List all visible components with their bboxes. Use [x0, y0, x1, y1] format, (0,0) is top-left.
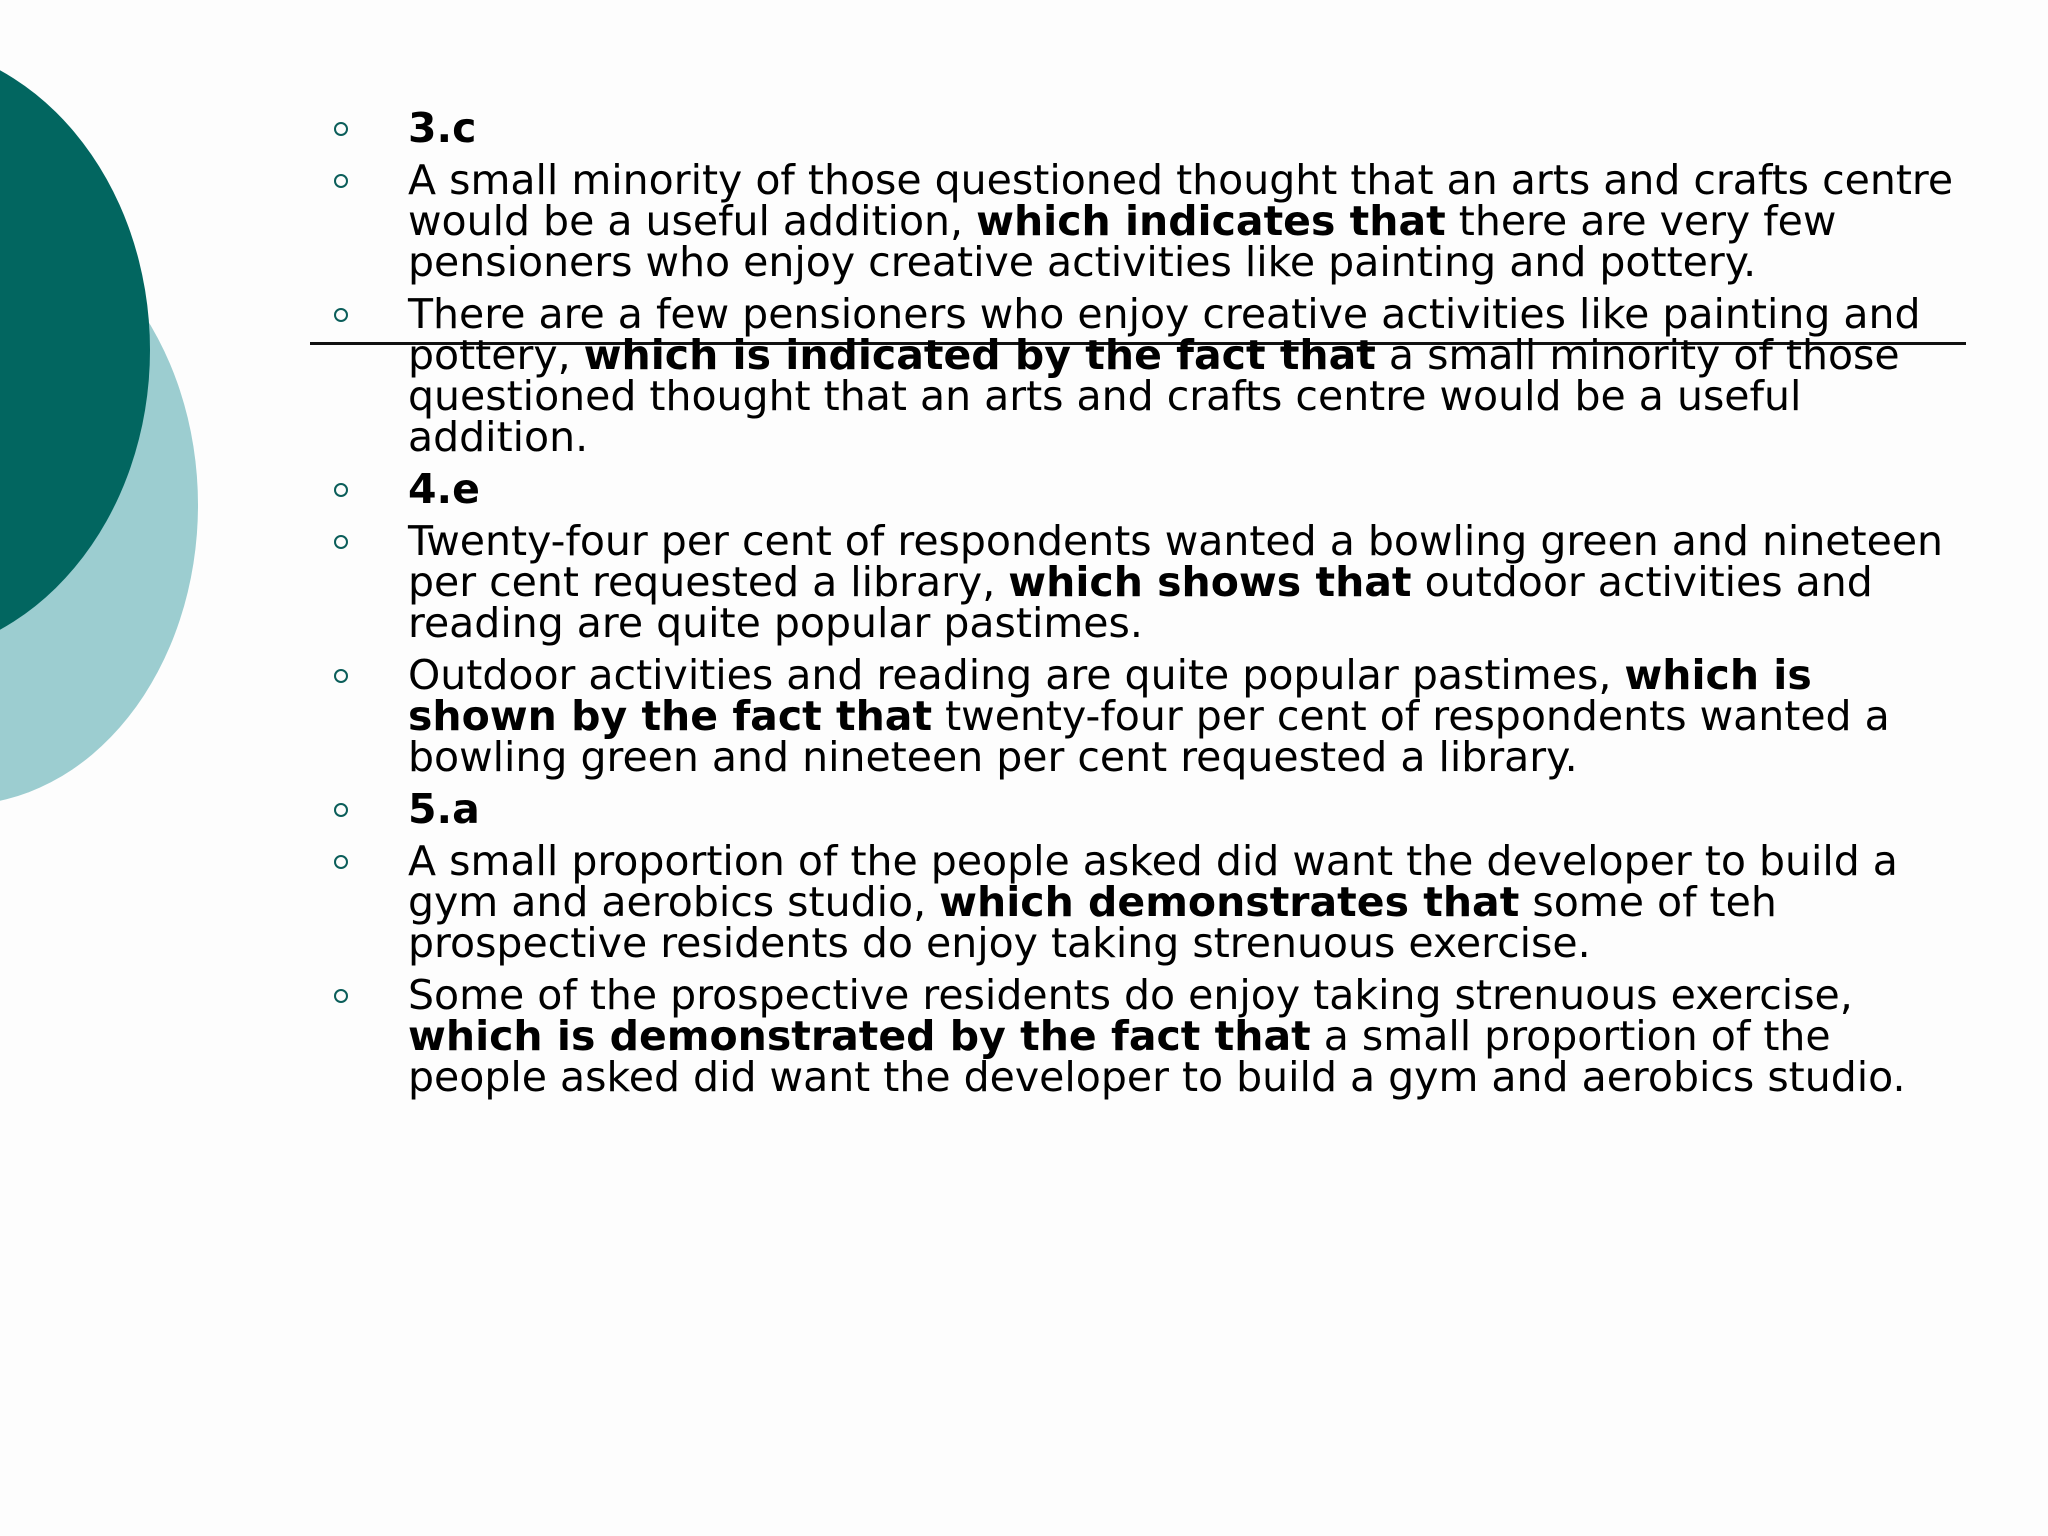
- sentence-text-regular: there are very few pensioners who enjoy creative activities like painting and pottery.: [408, 197, 1837, 286]
- bullet-list: [312, 104, 1972, 1109]
- decorative-circles: [0, 0, 220, 820]
- hollow-circle-bullet-icon: [334, 122, 348, 136]
- sentence-text-bold: which is demonstrated by the fact that: [408, 1012, 1311, 1060]
- sentence-text-bold: which is indicated by the fact that: [583, 331, 1376, 379]
- sentence-text: [408, 837, 1972, 967]
- heading-label: 5.a: [408, 785, 480, 833]
- hollow-circle-bullet-icon: [334, 989, 348, 1003]
- sentence-text-regular: a small minority of those questioned thought that an arts and crafts centre would be a useful addition.: [408, 331, 1900, 461]
- sentence-text: [408, 517, 1972, 647]
- sentence-text: [408, 651, 1972, 781]
- hollow-circle-bullet-icon: [334, 535, 348, 549]
- heading-label: 4.e: [408, 465, 480, 513]
- sentence-text-regular: A small minority of those questioned thought that an arts and crafts centre would be a useful addition,: [408, 156, 1954, 245]
- sentence-text-bold: which is shown by the fact that: [408, 651, 1812, 740]
- list-item-sentence: [312, 837, 1972, 967]
- hollow-circle-bullet-icon: [334, 483, 348, 497]
- sentence-text-regular: Outdoor activities and reading are quite popular pastimes,: [408, 651, 1625, 699]
- hollow-circle-bullet-icon: [334, 803, 348, 817]
- sentence-text-regular: some of teh prospective residents do enjoy taking strenuous exercise.: [408, 878, 1777, 967]
- sentence-text: [408, 971, 1972, 1101]
- sentence-text-regular: twenty-four per cent of respondents wanted a bowling green and nineteen per cent requested a library.: [408, 692, 1890, 781]
- list-item-heading-5a: [312, 785, 1972, 833]
- list-item-sentence: [312, 651, 1972, 781]
- list-item-heading-3c: [312, 104, 1972, 152]
- sentence-text-regular: Twenty-four per cent of respondents wanted a bowling green and nineteen per cent requested a library,: [408, 517, 1944, 606]
- sentence-text-regular: There are a few pensioners who enjoy creative activities like painting and pottery,: [408, 290, 1921, 379]
- list-item-sentence: [312, 290, 1972, 461]
- sentence-text-regular: a small proportion of the people asked did want the developer to build a gym and aerobics studio.: [408, 1012, 1906, 1101]
- sentence-text-bold: which shows that: [1008, 558, 1412, 606]
- list-item-sentence: [312, 517, 1972, 647]
- sentence-text-bold: which demonstrates that: [939, 878, 1520, 926]
- heading-label: 3.c: [408, 104, 477, 152]
- sentence-text: [408, 290, 1972, 461]
- hollow-circle-bullet-icon: [334, 855, 348, 869]
- sentence-text-bold: which indicates that: [976, 197, 1446, 245]
- sentence-text: [408, 156, 1972, 286]
- sentence-text-regular: A small proportion of the people asked did want the developer to build a gym and aerobics studio,: [408, 837, 1898, 926]
- sentence-text-regular: outdoor activities and reading are quite popular pastimes.: [408, 558, 1873, 647]
- hollow-circle-bullet-icon: [334, 174, 348, 188]
- sentence-text-regular: Some of the prospective residents do enjoy taking strenuous exercise,: [408, 971, 1853, 1019]
- hollow-circle-bullet-icon: [334, 308, 348, 322]
- list-item-sentence: [312, 971, 1972, 1101]
- list-item-heading-4e: [312, 465, 1972, 513]
- hollow-circle-bullet-icon: [334, 669, 348, 683]
- list-item-sentence: [312, 156, 1972, 286]
